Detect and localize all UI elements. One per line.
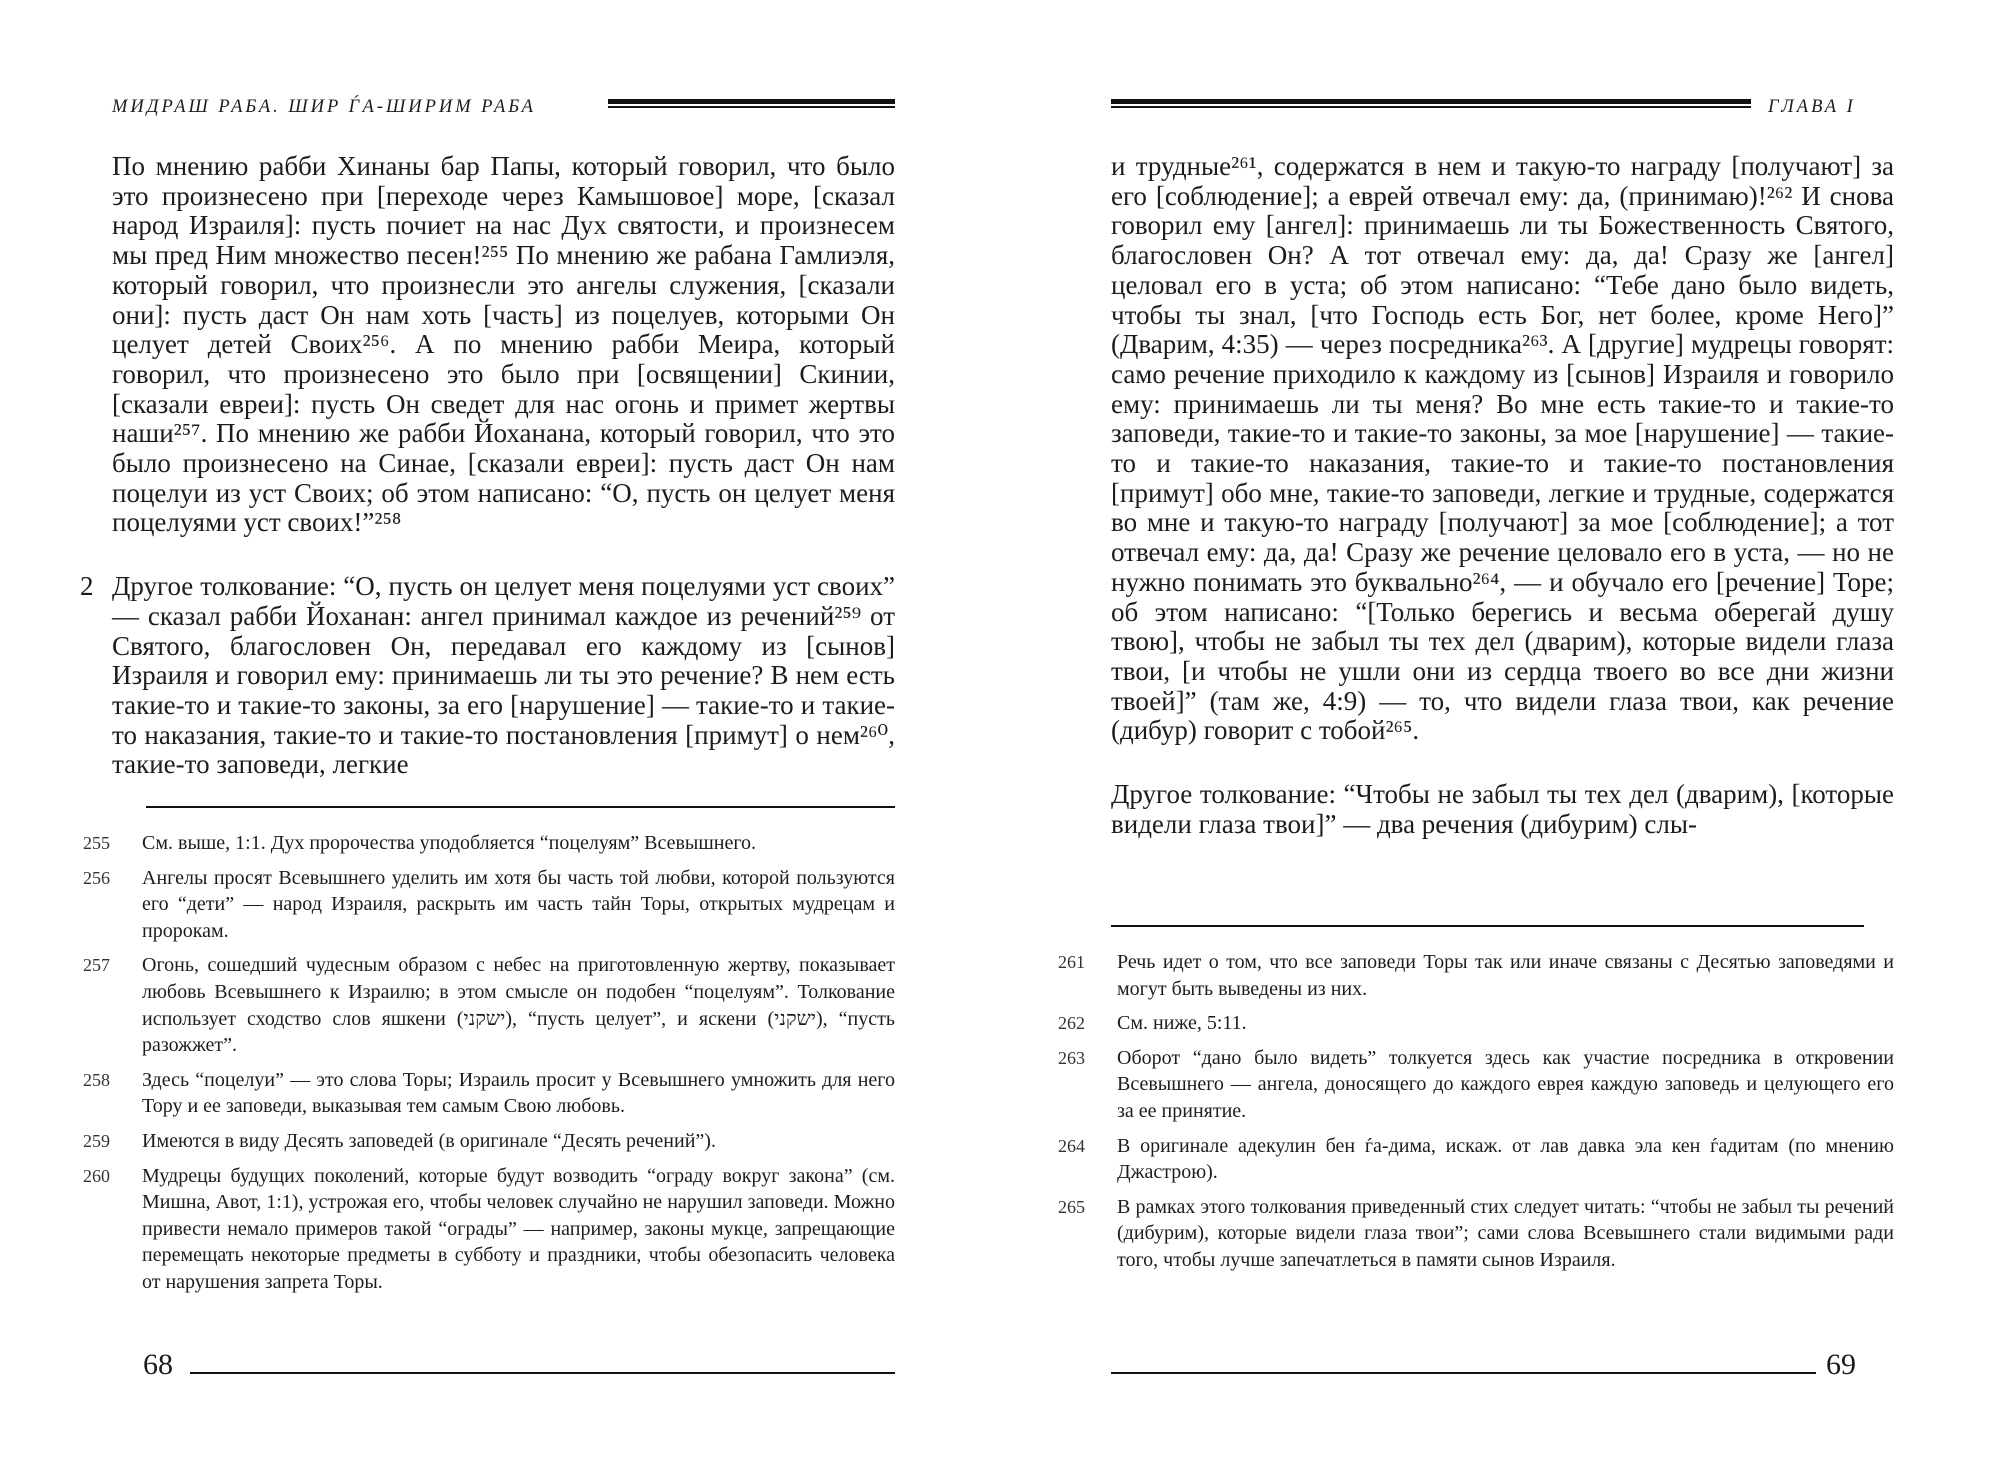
footnote-261: 261 Речь идет о том, что все заповеди Торы так или иначе связаны с Десятью заповедями и могут быть выведены из них.	[1058, 951, 1894, 1000]
footnote-256: 256 Ангелы просят Всевышнего уделить им хотя бы часть той любви, которой пользуются его “дети” — народ Израиля, раскрыть им часть тайн Торы, открытых мудрецам и пророкам.	[83, 866, 895, 942]
right-paragraph-2: Другое толкование: “Чтобы не забыл ты тех дел (дварим), [которые видели глаза твои]” — два речения (дибурим) слы-	[1111, 779, 1894, 839]
footnote-262: 262 См. ниже, 5:11.	[1058, 1012, 1247, 1035]
footnote-265: 265 В рамках этого толкования приведенный стих следует читать: “чтобы не забыл ты речений (дибурим), которые видели глаза твои”; сами слова Всевышнего стали видимыми ради того, чтобы лучше запечатлеться в памяти сынов Израиля.	[1058, 1195, 1894, 1271]
footnote-259: 259 Имеются в виду Десять заповедей (в оригинале “Десять речений”).	[83, 1129, 716, 1152]
footnote-255: 255 См. выше, 1:1. Дух пророчества уподобляется “поцелуям” Всевышнего.	[83, 832, 757, 854]
footnote-rule-right	[1111, 925, 1864, 927]
footnote-264: 264 В оригинале адекулин бен ѓа-дима, искаж. от лав давка эла кен ѓадитам (по мнению Джастрою).	[1058, 1134, 1894, 1184]
running-head-left: МИДРАШ РАБА. ШИР ЃА-ШИРИМ РАБА	[112, 97, 536, 117]
footnote-258: 258 Здесь “поцелуи” — это слова Торы; Израиль просит у Всевышнего умножить для него Тору и ее заповеди, выказывая тем самым Свою любовь.	[83, 1068, 895, 1118]
left-footnotes	[83, 830, 895, 1304]
right-page	[1000, 0, 2000, 1458]
footnote-263: 263 Оборот “дано было видеть” толкуется здесь как участие посредника в откровении Всевышнего — ангела, доносящего до каждого еврея каждую заповедь и целующего его за ее принятие.	[1058, 1046, 1894, 1122]
left-paragraph-1: По мнению рабби Хинаны бар Папы, который говорил, что было это произнесено при [переходе через Камышовое] море, [сказал народ Израиля]: пусть почиет на нас Дух святости, и произнесем мы пред Ним множество песен!²⁵⁵ По мнению же рабана Гамлиэля, который говорил, что произнесли это ангелы служения, [сказали они]: пусть даст Он нам хоть [часть] из поцелуев, которыми Он целует детей Своих²⁵⁶. А по мнению рабби Меира, который говорил, что произнесено это было при [освящении] Скинии, [сказали евреи]: пусть Он сведет для нас огонь и примет жертвы наши²⁵⁷. По мнению же рабби Йоханана, который говорил, что это было произнесено на Синае, [сказали евреи]: пусть даст Он нам поцелуи из уст Своих; об этом написано: “О, пусть он целует меня поцелуями уст своих!”²⁵⁸	[112, 151, 895, 538]
footer-rule-right	[1111, 1372, 1816, 1374]
running-head-right: ГЛАВА I	[1768, 97, 1856, 117]
running-head-rule-right	[1111, 98, 1751, 110]
right-footnotes	[1058, 949, 1894, 1282]
paragraph-number: 2	[80, 571, 94, 602]
right-main-text	[1111, 152, 1894, 839]
page-number-right: 69	[1826, 1348, 1856, 1381]
page-number-left: 68	[143, 1348, 173, 1381]
footnote-rule-left	[146, 806, 895, 808]
left-paragraph-2-wrap	[80, 571, 895, 780]
running-head-rule-left	[608, 98, 895, 110]
footnote-257: 257 Огонь, сошедший чудесным образом с небес на приготовленную жертву, показывает любовь Всевышнего к Израилю; в этом смысле он подобен “поцелуям”. Толкование использует сходство слов яшкени (ישקני), “пусть целует”, и яскени (ישקני), “пусть разожжет”.	[83, 954, 895, 1057]
footer-rule-left	[190, 1372, 895, 1374]
right-paragraph-1: и трудные²⁶¹, содержатся в нем и такую-то награду [получают] за его [соблюдение]; а еврей отвечал ему: да, (принимаю)!²⁶² И снова говорил ему [ангел]: принимаешь ли ты Божественность Святого, благословен Он? А тот отвечал ему: да, да! Сразу же [ангел] целовал его в уста; об этом написано: “Тебе дано было видеть, чтобы ты знал, [что Господь есть Бог, нет более, кроме Него]” (Дварим, 4:35) — через посредника²⁶³. А [другие] мудрецы говорят: само речение приходило к каждому из [сынов] Израиля и говорило ему: принимаешь ли ты меня? Во мне есть такие-то и такие-то заповеди, такие-то и такие-то законы, за мое [нарушение] — такие-то и такие-то наказания, такие-то и такие-то постановления [примут] обо мне, такие-то заповеди, легкие и трудные, содержатся во мне и такую-то награду [получают] за мое [соблюдение]; а тот отвечал ему: да, да! Сразу же речение целовало его в уста, — но не нужно понимать это буквально²⁶⁴, — и обучало его [речение] Торе; об этом написано: “[Только берегись и весьма оберегай душу твою], чтобы не забыл ты тех дел (дварим), которые видели глаза твои, [и чтобы не ушли они из сердца твоего во все дни жизни твоей]” (там же, 4:9) — то, что видели глаза твои, как речение (дибур) говорит с тобой²⁶⁵.	[1111, 151, 1894, 746]
left-paragraph-2: Другое толкование: “О, пусть он целует меня поцелуями уст своих” — сказал рабби Йоханан: ангел принимал каждое из речений²⁵⁹ от Святого, благословен Он, передавал его каждому из [сынов] Израиля и говорил ему: принимаешь ли ты это речение? В нем есть такие-то и такие-то законы, за его [нарушение] — такие-то и такие-то наказания, такие-то и такие-то постановления [примут] о нем²⁶⁰, такие-то заповеди, легкие	[112, 571, 895, 780]
left-main-text	[80, 151, 895, 780]
footnote-260: 260 Мудрецы будущих поколений, которые будут возводить “ограду вокруг закона” (см. Мишна, Авот, 1:1), устрожая его, чтобы человек случайно не нарушил заповеди. Можно привести немало примеров такой “ограды” — например, законы мукце, запрещающие перемещать некоторые предметы в субботу и праздники, чтобы обезопасить человека от нарушения запрета Торы.	[83, 1164, 895, 1293]
